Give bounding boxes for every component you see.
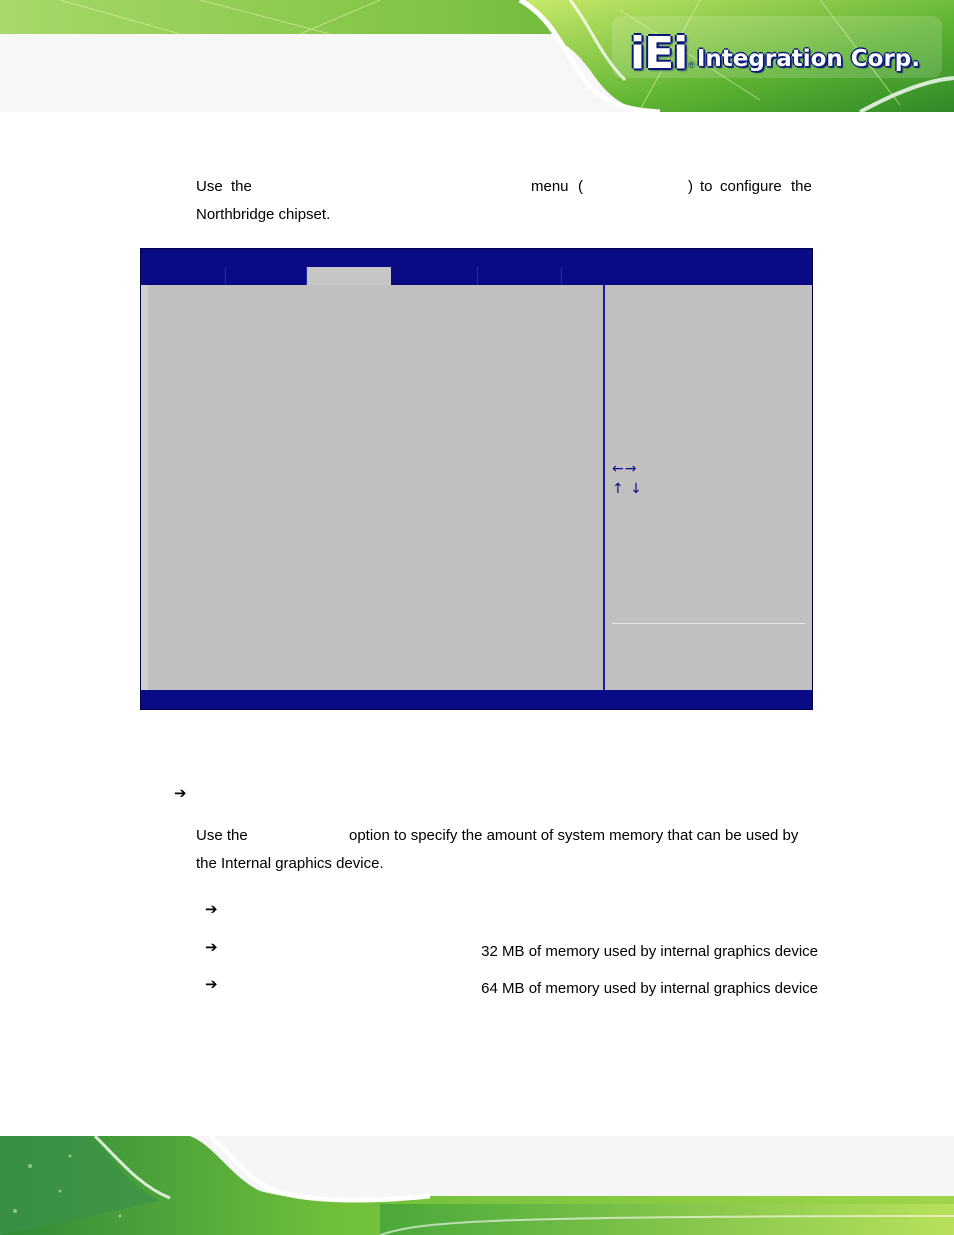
intro-paragraph-line2: Northbridge chipset. <box>196 206 331 223</box>
bios-settings-panel <box>141 285 603 690</box>
option-paragraph-line2: the Internal graphics device. <box>196 855 384 872</box>
logo-registered-mark: ® <box>688 60 695 70</box>
company-logo <box>630 26 921 79</box>
bios-tab <box>226 267 307 285</box>
para-rest: option to specify the amount of system memory that can be used by <box>349 827 799 844</box>
intro-word: ) <box>688 178 693 195</box>
option-description: 64 MB of memory used by internal graphics device <box>481 980 818 997</box>
para-lead: Use the <box>196 827 248 844</box>
right-arrow-icon: ➔ <box>205 938 218 956</box>
right-arrow-icon: ➔ <box>205 975 218 993</box>
bios-tab-active <box>307 267 391 285</box>
bios-tab <box>478 267 562 285</box>
intro-word: configure <box>720 178 782 195</box>
bios-title-bar <box>141 249 812 267</box>
bios-menu-bar <box>141 267 812 285</box>
bios-tab <box>141 267 226 285</box>
intro-paragraph-line1 <box>196 173 814 201</box>
bios-screenshot <box>140 248 813 710</box>
right-arrow-icon: ➔ <box>174 784 187 802</box>
right-arrow-icon: ➔ <box>205 900 218 918</box>
option-description: 32 MB of memory used by internal graphics device <box>481 943 818 960</box>
bios-tab <box>391 267 478 285</box>
bios-footer-bar <box>141 690 812 709</box>
up-down-arrow-icon: ↑ ↓ <box>612 481 643 497</box>
footer-banner <box>0 1136 954 1235</box>
help-divider <box>612 623 805 624</box>
option-paragraph-line1 <box>196 822 826 850</box>
footer-banner-graphic <box>0 1136 954 1235</box>
bios-help-panel <box>605 285 812 690</box>
intro-word: ( <box>578 178 583 195</box>
intro-word: Use <box>196 178 223 195</box>
intro-word: menu <box>531 178 569 195</box>
intro-word: to <box>700 178 713 195</box>
left-right-arrow-icon: ←→ <box>612 461 638 477</box>
intro-word: the <box>231 178 252 195</box>
logo-mark: iEi <box>630 28 688 79</box>
header-banner <box>0 0 954 112</box>
intro-word: the <box>791 178 812 195</box>
logo-text: Integration Corp. <box>696 46 921 72</box>
